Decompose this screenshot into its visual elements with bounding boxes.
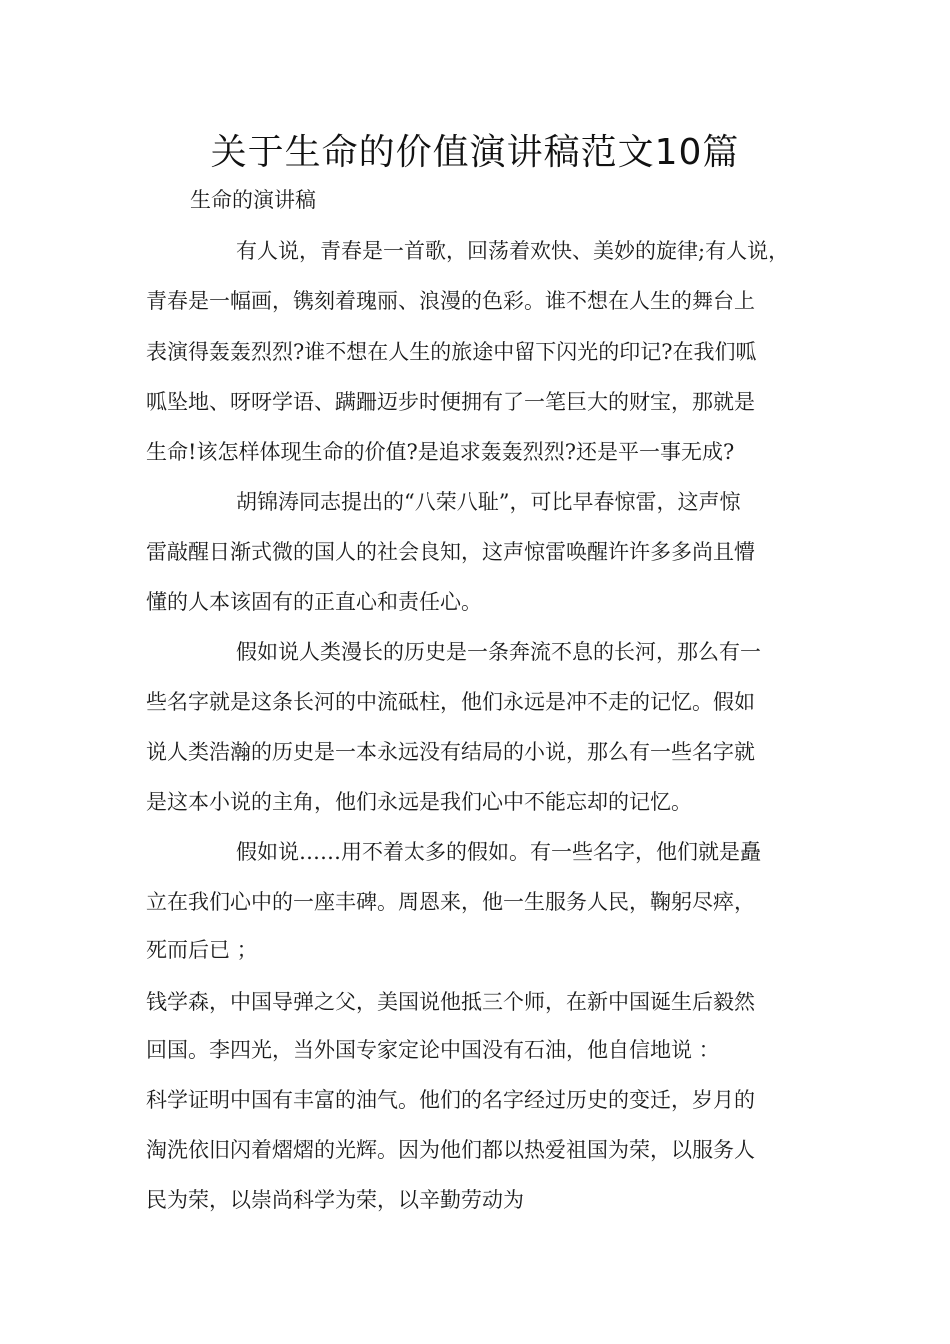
paragraph-line: 雷敲醒日渐式微的国人的社会良知，这声惊雷唤醒许许多多尚且懵 [146, 540, 755, 564]
paragraph-line: 表演得轰轰烈烈?谁不想在人生的旅途中留下闪光的印记?在我们呱 [146, 340, 757, 364]
paragraph-line: 假如说……用不着太多的假如。有一些名字，他们就是矗 [236, 840, 761, 864]
paragraph-line: 懂的人本该固有的正直心和责任心。 [146, 590, 482, 614]
paragraph-line: 淘洗依旧闪着熠熠的光辉。因为他们都以热爱祖国为荣，以服务人 [146, 1138, 755, 1162]
paragraph-line: 生命!该怎样体现生命的价值?是追求轰轰烈烈?还是平一事无成? [146, 440, 735, 464]
paragraph-line: 死而后已 ； [146, 938, 258, 962]
paragraph-line: 是这本小说的主角，他们永远是我们心中不能忘却的记忆。 [146, 790, 692, 814]
paragraph-line: 有人说，青春是一首歌，回荡着欢快、美妙的旋律;有人说， [236, 239, 790, 263]
paragraph-line: 说人类浩瀚的历史是一本永远没有结局的小说，那么有一些名字就 [146, 740, 755, 764]
paragraph-line: 假如说人类漫长的历史是一条奔流不息的长河，那么有一 [236, 640, 761, 664]
paragraph-line: 青春是一幅画，镌刻着瑰丽、浪漫的色彩。谁不想在人生的舞台上 [146, 289, 755, 313]
paragraph-line: 胡锦涛同志提出的“八荣八耻”，可比早春惊雷，这声惊 [236, 490, 741, 514]
paragraph-line: 钱学森，中国导弹之父，美国说他抵三个师，在新中国诞生后毅然 [146, 990, 755, 1014]
document-title: 关于生命的价值演讲稿范文10篇 [210, 132, 740, 173]
paragraph-line: 民为荣，以崇尚科学为荣，以辛勤劳动为 [146, 1188, 524, 1212]
document-subtitle: 生命的演讲稿 [190, 188, 316, 212]
paragraph-line: 呱坠地、呀呀学语、蹒跚迈步时便拥有了一笔巨大的财宝，那就是 [146, 390, 755, 414]
paragraph-line: 立在我们心中的一座丰碑。周恩来，他一生服务人民，鞠躬尽瘁， [146, 890, 755, 914]
paragraph-line: 科学证明中国有丰富的油气。他们的名字经过历史的变迁，岁月的 [146, 1088, 755, 1112]
paragraph-line: 回国。李四光，当外国专家定论中国没有石油，他自信地说 ： [146, 1038, 720, 1062]
paragraph-line: 些名字就是这条长河的中流砥柱，他们永远是冲不走的记忆。假如 [146, 690, 755, 714]
